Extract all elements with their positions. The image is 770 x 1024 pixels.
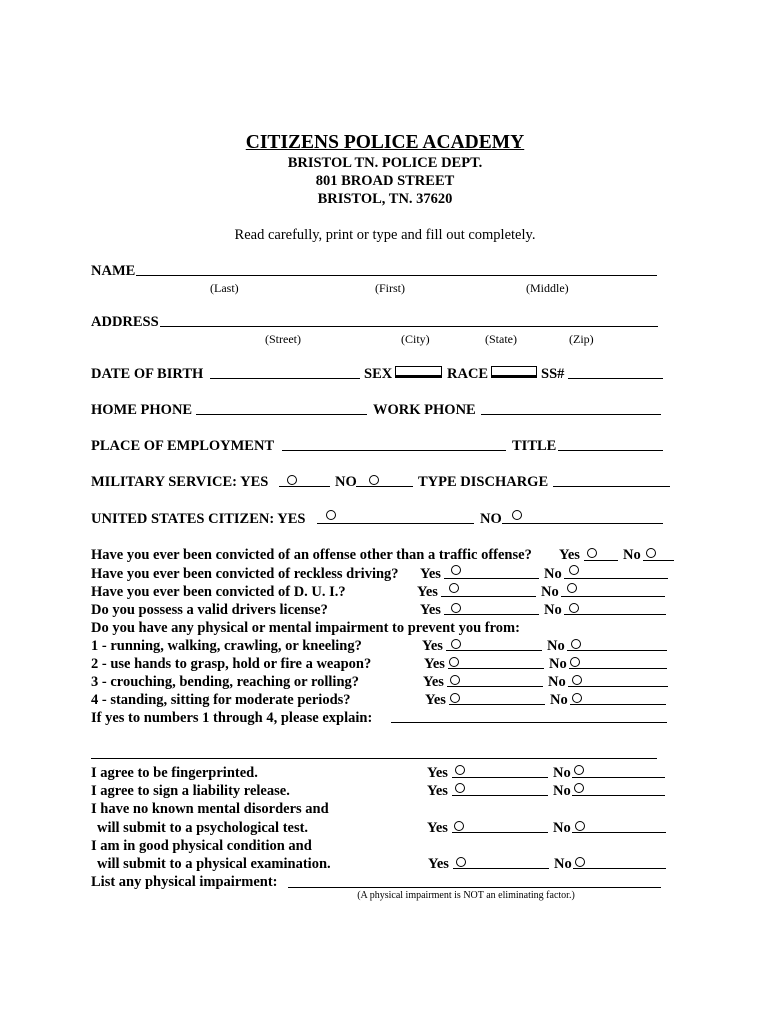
q6-no-radio[interactable] xyxy=(571,639,581,649)
work-phone-input[interactable] xyxy=(481,414,661,415)
q4-yes-label: Yes xyxy=(420,602,441,618)
ss-label: SS# xyxy=(541,366,565,382)
q2-no-label: No xyxy=(544,566,562,582)
question-8: 3 - crouching, bending, reaching or rolling? xyxy=(91,674,360,690)
sex-input[interactable] xyxy=(395,366,442,378)
a2-yes-line xyxy=(452,795,548,796)
a4-no-line xyxy=(573,868,666,869)
q1-yes-line xyxy=(584,560,618,561)
question-6: 1 - running, walking, crawling, or kneeling? xyxy=(91,638,362,654)
home-phone-input[interactable] xyxy=(196,414,367,415)
q9-no-radio[interactable] xyxy=(572,693,582,703)
explain-input[interactable] xyxy=(391,722,667,723)
q2-yes-line xyxy=(444,578,539,579)
question-4: Do you possess a valid drivers license? xyxy=(91,602,328,618)
a2-yes-radio[interactable] xyxy=(455,783,465,793)
q7-no-radio[interactable] xyxy=(570,657,580,667)
military-label: MILITARY SERVICE: YES xyxy=(91,474,269,490)
employment-label: PLACE OF EMPLOYMENT xyxy=(91,438,275,454)
q1-yes-label: Yes xyxy=(559,547,580,563)
employment-input[interactable] xyxy=(282,450,506,451)
a2-no-label: No xyxy=(553,783,571,799)
q8-yes-radio[interactable] xyxy=(450,675,460,685)
a4-yes-label: Yes xyxy=(428,856,449,872)
discharge-label: TYPE DISCHARGE xyxy=(418,474,549,490)
q1-no-label: No xyxy=(623,547,641,563)
address-state-caption: (State) xyxy=(485,332,517,346)
impairment-footnote: (A physical impairment is NOT an eliminating factor.) xyxy=(357,890,575,901)
name-middle-caption: (Middle) xyxy=(526,281,569,295)
q1-yes-radio[interactable] xyxy=(587,548,597,558)
question-5: Do you have any physical or mental impairment to prevent you from: xyxy=(91,620,520,636)
question-7: 2 - use hands to grasp, hold or fire a weapon? xyxy=(91,656,372,672)
q6-no-label: No xyxy=(547,638,565,654)
q2-no-radio[interactable] xyxy=(569,565,579,575)
discharge-input[interactable] xyxy=(553,486,670,487)
question-9: 4 - standing, sitting for moderate periods? xyxy=(91,692,351,708)
q8-yes-label: Yes xyxy=(423,674,444,690)
name-last-caption: (Last) xyxy=(210,281,239,295)
q9-no-label: No xyxy=(550,692,568,708)
q8-yes-line xyxy=(447,686,543,687)
instructions: Read carefully, print or type and fill out completely. xyxy=(234,227,536,243)
a4-no-radio[interactable] xyxy=(575,857,585,867)
question-1: Have you ever been convicted of an offense other than a traffic offense? xyxy=(91,547,532,563)
q6-no-line xyxy=(567,650,667,651)
q7-yes-line xyxy=(448,668,544,669)
race-label: RACE xyxy=(447,366,489,382)
impairment-input[interactable] xyxy=(288,887,661,888)
dob-input[interactable] xyxy=(210,378,360,379)
citizen-yes-line xyxy=(317,523,474,524)
a1-no-line xyxy=(572,777,665,778)
agreement-3-line-2: will submit to a psychological test. xyxy=(97,820,309,836)
q3-no-label: No xyxy=(541,584,559,600)
citizen-no-label: NO xyxy=(480,511,502,527)
q9-yes-label: Yes xyxy=(425,692,446,708)
q6-yes-label: Yes xyxy=(422,638,443,654)
military-yes-line xyxy=(279,486,330,487)
dept-name: BRISTOL TN. POLICE DEPT. xyxy=(287,155,483,171)
a3-no-line xyxy=(572,832,666,833)
address-zip-caption: (Zip) xyxy=(569,332,594,346)
q4-no-line xyxy=(564,614,666,615)
q8-no-radio[interactable] xyxy=(572,675,582,685)
q2-no-line xyxy=(564,578,668,579)
agreement-4-line-1: I am in good physical condition and xyxy=(91,838,312,854)
q2-yes-label: Yes xyxy=(420,566,441,582)
address-label: ADDRESS xyxy=(91,314,159,330)
q3-yes-label: Yes xyxy=(417,584,438,600)
sex-label: SEX xyxy=(364,366,393,382)
q3-yes-line xyxy=(441,596,536,597)
dept-street: 801 BROAD STREET xyxy=(315,173,455,189)
q7-yes-label: Yes xyxy=(424,656,445,672)
q8-no-label: No xyxy=(548,674,566,690)
q6-yes-radio[interactable] xyxy=(451,639,461,649)
q3-yes-radio[interactable] xyxy=(449,583,459,593)
q4-yes-line xyxy=(444,614,539,615)
military-no-label: NO xyxy=(335,474,357,490)
a1-no-radio[interactable] xyxy=(574,765,584,775)
dept-city: BRISTOL, TN. 37620 xyxy=(317,191,453,207)
a3-no-label: No xyxy=(553,820,571,836)
a4-yes-line xyxy=(453,868,549,869)
q8-no-line xyxy=(568,686,668,687)
q4-no-label: No xyxy=(544,602,562,618)
question-3: Have you ever been convicted of D. U. I.? xyxy=(91,584,346,600)
name-label: NAME xyxy=(91,263,136,279)
a2-yes-label: Yes xyxy=(427,783,448,799)
title-label: TITLE xyxy=(512,438,557,454)
q1-no-radio[interactable] xyxy=(646,548,656,558)
citizen-label: UNITED STATES CITIZEN: YES xyxy=(91,511,306,527)
a2-no-radio[interactable] xyxy=(574,783,584,793)
agreement-4-line-2: will submit to a physical examination. xyxy=(97,856,331,872)
agreement-3-line-1: I have no known mental disorders and xyxy=(91,801,329,817)
impairment-label: List any physical impairment: xyxy=(91,874,278,890)
a1-yes-label: Yes xyxy=(427,765,448,781)
name-input[interactable] xyxy=(136,275,657,276)
question-2: Have you ever been convicted of reckless driving? xyxy=(91,566,399,582)
question-10: If yes to numbers 1 through 4, please explain: xyxy=(91,710,373,726)
a3-yes-radio[interactable] xyxy=(454,821,464,831)
agreement-1: I agree to be fingerprinted. xyxy=(91,765,258,781)
q7-no-label: No xyxy=(549,656,567,672)
work-phone-label: WORK PHONE xyxy=(373,402,476,418)
a4-no-label: No xyxy=(554,856,572,872)
a1-no-label: No xyxy=(553,765,571,781)
a4-yes-radio[interactable] xyxy=(456,857,466,867)
q2-yes-radio[interactable] xyxy=(451,565,461,575)
military-no-radio[interactable] xyxy=(369,475,379,485)
a3-yes-line xyxy=(452,832,548,833)
race-input[interactable] xyxy=(491,366,537,378)
address-city-caption: (City) xyxy=(401,332,430,346)
q9-yes-radio[interactable] xyxy=(450,693,460,703)
citizen-no-radio[interactable] xyxy=(512,510,522,520)
agreement-2: I agree to sign a liability release. xyxy=(91,783,290,799)
name-first-caption: (First) xyxy=(375,281,405,295)
address-input[interactable] xyxy=(160,326,658,327)
form-title: CITIZENS POLICE ACADEMY xyxy=(245,132,525,153)
q1-no-line xyxy=(643,560,674,561)
home-phone-label: HOME PHONE xyxy=(91,402,193,418)
q6-yes-line xyxy=(446,650,542,651)
ss-input[interactable] xyxy=(568,378,663,379)
q4-no-radio[interactable] xyxy=(569,603,579,613)
military-yes-radio[interactable] xyxy=(287,475,297,485)
q9-yes-line xyxy=(449,704,545,705)
q3-no-line xyxy=(561,596,665,597)
a3-yes-label: Yes xyxy=(427,820,448,836)
title-input[interactable] xyxy=(558,450,663,451)
q7-yes-radio[interactable] xyxy=(449,657,459,667)
explain-input-line-2[interactable] xyxy=(91,758,657,759)
q3-no-radio[interactable] xyxy=(567,583,577,593)
citizen-yes-radio[interactable] xyxy=(326,510,336,520)
a1-yes-line xyxy=(452,777,548,778)
q9-no-line xyxy=(570,704,666,705)
a2-no-line xyxy=(572,795,665,796)
military-no-line xyxy=(356,486,413,487)
a1-yes-radio[interactable] xyxy=(455,765,465,775)
citizen-no-line xyxy=(502,523,663,524)
dob-label: DATE OF BIRTH xyxy=(91,366,204,382)
q7-no-line xyxy=(569,668,667,669)
address-street-caption: (Street) xyxy=(265,332,301,346)
q4-yes-radio[interactable] xyxy=(451,603,461,613)
a3-no-radio[interactable] xyxy=(575,821,585,831)
